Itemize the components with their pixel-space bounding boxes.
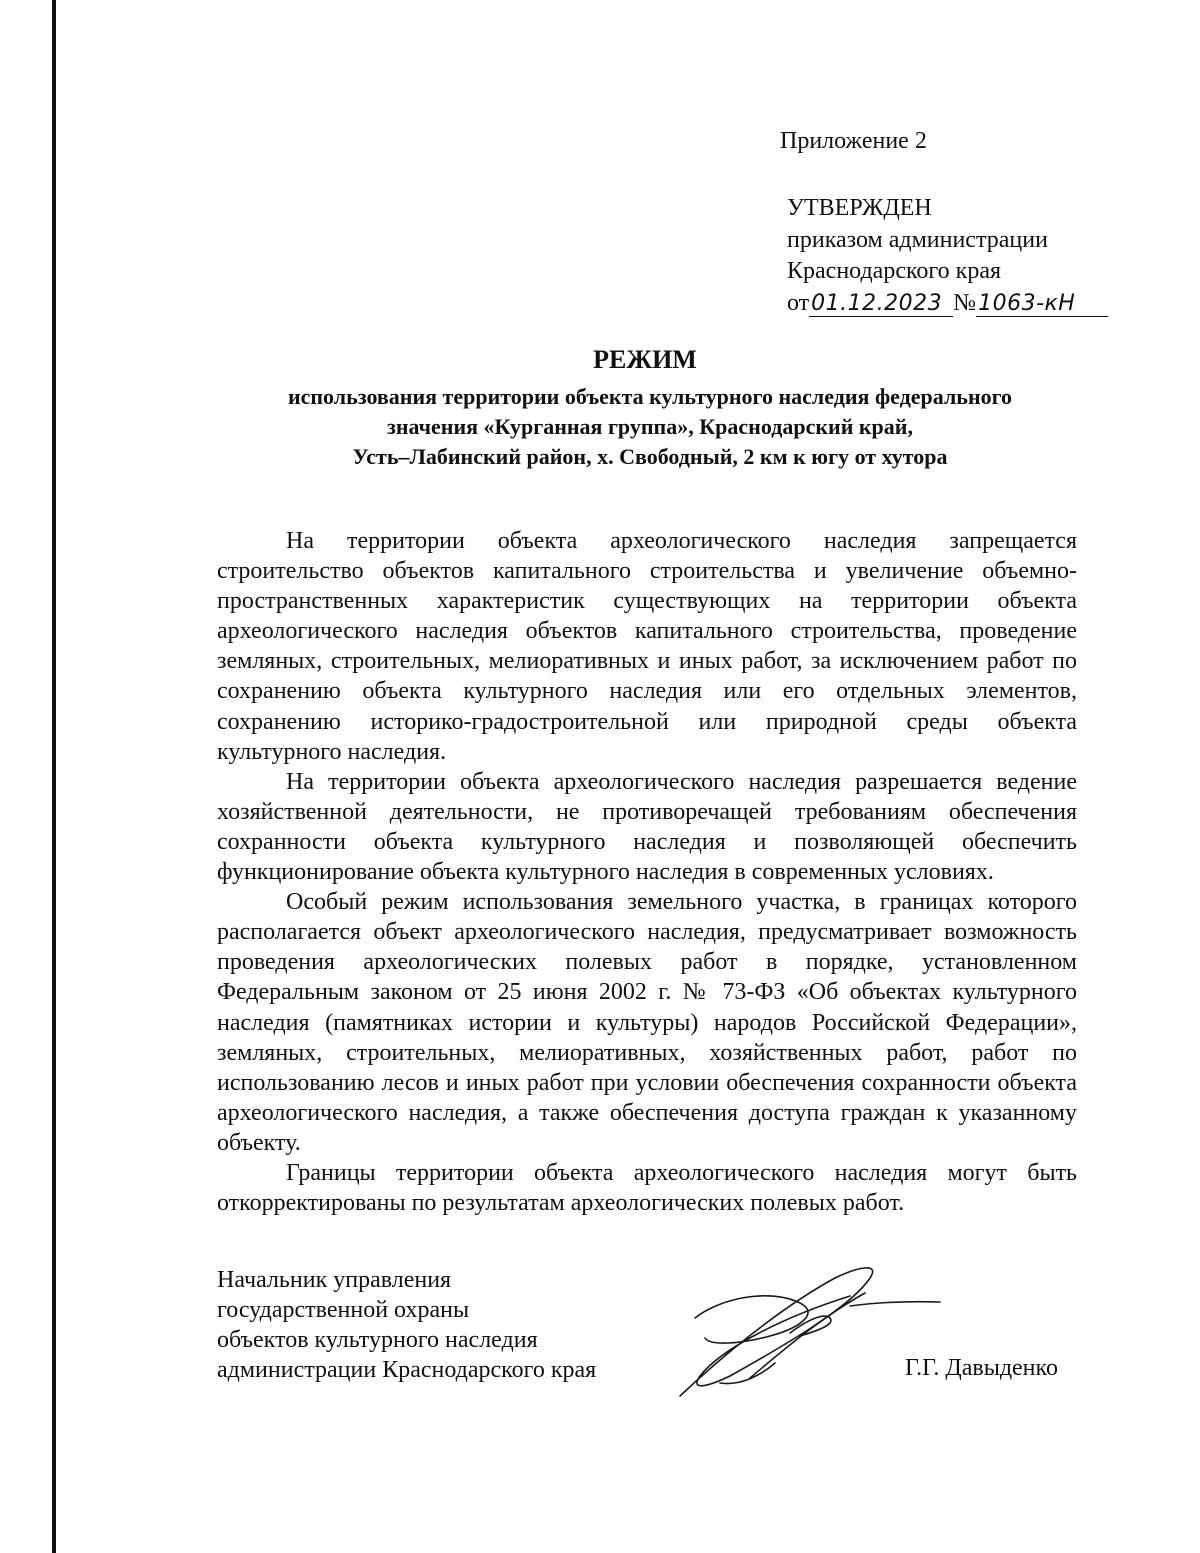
- paragraph-boundaries: Границы территории объекта археологического наследия могут быть откорректированы по результатам археологических полевых работ.: [217, 1159, 1077, 1217]
- approval-line-2: Краснодарского края: [787, 258, 1002, 284]
- subtitle-line-1: использования территории объекта культурного наследия федерального: [287, 384, 1013, 409]
- appendix-label: Приложение 2: [780, 128, 927, 154]
- subtitle-line-2: значения «Курганная группа», Краснодарский край,: [387, 414, 913, 439]
- subtitle-line-3: Усть–Лабинский район, х. Свободный, 2 км к югу от хутора: [352, 444, 948, 469]
- page-left-border: [52, 0, 56, 1553]
- position-line-3: объектов культурного наследия: [217, 1327, 538, 1353]
- position-line-2: государственной охраны: [217, 1297, 470, 1323]
- handwritten-signature: [660, 1258, 960, 1408]
- document-title: РЕЖИМ: [593, 345, 697, 374]
- position-line-4: администрации Краснодарского края: [217, 1357, 597, 1383]
- document-body: [217, 526, 1077, 1218]
- paragraph-prohibitions: На территории объекта археологического наследия запрещается строительство объектов капитального строительства и увеличение объемно-пространственных характеристик существующих на территории объекта археологического наследия объектов капитального строительства, проведение земляных, строительных, мелиоративных и иных работ, за исключением работ по сохранению объекта культурного наследия или его отдельных элементов, сохранению историко-градостроительной или природной среды объекта культурного наследия.: [217, 528, 1077, 765]
- number-prefix: №: [953, 289, 977, 316]
- approval-date-number: [787, 288, 1108, 320]
- handwritten-number: 1063-кН: [976, 292, 1108, 317]
- signer-name: Г.Г. Давыденко: [905, 1355, 1058, 1381]
- position-line-1: Начальник управления: [217, 1267, 452, 1293]
- document-subtitle: [200, 382, 1100, 472]
- handwritten-date: 01.12.2023: [809, 292, 953, 317]
- approval-block: [787, 193, 1108, 319]
- signatory-position: [217, 1265, 596, 1385]
- approval-line-1: приказом администрации: [787, 226, 1048, 253]
- paragraph-permitted-activity: На территории объекта археологического наследия разрешается ведение хозяйственной деятельности, не противоречащей требованиям обеспечения сохранности объекта культурного наследия и позволяющей обеспечить функционирование объекта культурного наследия в современных условиях.: [217, 768, 1077, 886]
- approval-heading: УТВЕРЖДЕН: [787, 195, 932, 221]
- from-prefix: от: [787, 289, 810, 316]
- paragraph-special-regime: Особый режим использования земельного участка, в границах которого располагается объект археологического наследия, предусматривает возможность проведения археологических полевых работ в порядке, установленном Федеральным законом от 25 июня 2002 г. № 73-ФЗ «Об объектах культурного наследия (памятниках истории и культуры) народов Российской Федерации», земляных, строительных, мелиоративных, хозяйственных работ, работ по использованию лесов и иных работ при условии обеспечения сохранности объекта археологического наследия, а также обеспечения доступа граждан к указанному объекту.: [217, 889, 1077, 1156]
